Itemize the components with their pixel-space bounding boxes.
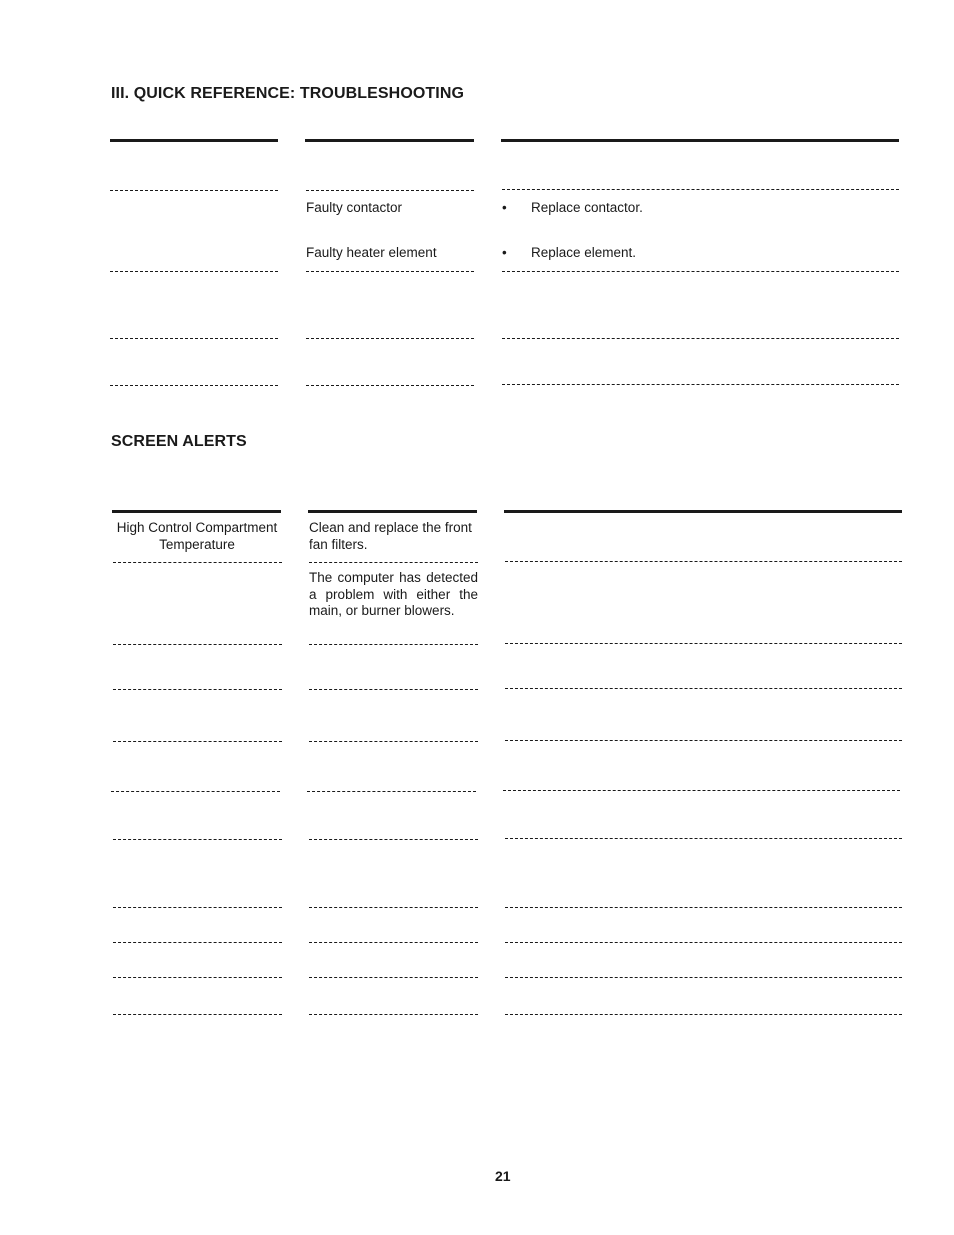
row-divider — [309, 689, 478, 690]
row-divider — [309, 741, 478, 742]
row-divider — [503, 790, 900, 791]
alert-col3-header-rule — [504, 510, 902, 513]
row-divider — [113, 562, 282, 563]
row-divider — [502, 189, 899, 190]
row-divider — [113, 644, 282, 645]
alert-col1-header-rule — [112, 510, 281, 513]
col3-header-rule — [501, 139, 899, 142]
row-divider — [113, 1014, 282, 1015]
bullet: • — [502, 245, 507, 260]
row-divider — [110, 190, 278, 191]
alert-name: High Control Compartment Temperature — [116, 520, 278, 552]
row-divider — [505, 688, 902, 689]
alert-cause: The computer has detected a problem with either the main, or burner blowers. — [309, 570, 478, 618]
row-divider — [309, 839, 478, 840]
row-divider — [110, 271, 278, 272]
screen-alerts-title: SCREEN ALERTS — [111, 433, 247, 450]
cause-text: Faulty contactor — [306, 200, 403, 215]
row-divider — [113, 689, 282, 690]
alert-col2-header-rule — [308, 510, 477, 513]
row-divider — [309, 1014, 478, 1015]
row-divider — [113, 977, 282, 978]
row-divider — [505, 1014, 902, 1015]
row-divider — [309, 644, 478, 645]
row-divider — [110, 385, 278, 386]
action-text: Replace element. — [531, 245, 637, 260]
bullet: • — [502, 200, 507, 215]
row-divider — [111, 791, 280, 792]
action-text: Replace contactor. — [531, 200, 643, 215]
row-divider — [505, 977, 902, 978]
col2-header-rule — [305, 139, 474, 142]
row-divider — [306, 271, 474, 272]
row-divider — [505, 561, 902, 562]
row-divider — [306, 190, 474, 191]
row-divider — [502, 271, 899, 272]
row-divider — [505, 740, 902, 741]
row-divider — [309, 562, 478, 563]
row-divider — [309, 977, 478, 978]
row-divider — [307, 791, 476, 792]
row-divider — [309, 907, 478, 908]
row-divider — [113, 839, 282, 840]
col1-header-rule — [110, 139, 278, 142]
row-divider — [113, 741, 282, 742]
row-divider — [306, 385, 474, 386]
row-divider — [505, 643, 902, 644]
page-number: 21 — [495, 1168, 511, 1184]
cause-text: Faulty heater element — [306, 245, 437, 260]
row-divider — [502, 338, 899, 339]
alert-cause: Clean and replace the front fan filters. — [309, 520, 472, 552]
row-divider — [113, 942, 282, 943]
row-divider — [110, 338, 278, 339]
row-divider — [309, 942, 478, 943]
section-title: III. QUICK REFERENCE: TROUBLESHOOTING — [111, 85, 465, 102]
row-divider — [505, 907, 902, 908]
row-divider — [505, 838, 902, 839]
row-divider — [505, 942, 902, 943]
row-divider — [306, 338, 474, 339]
row-divider — [113, 907, 282, 908]
row-divider — [502, 384, 899, 385]
